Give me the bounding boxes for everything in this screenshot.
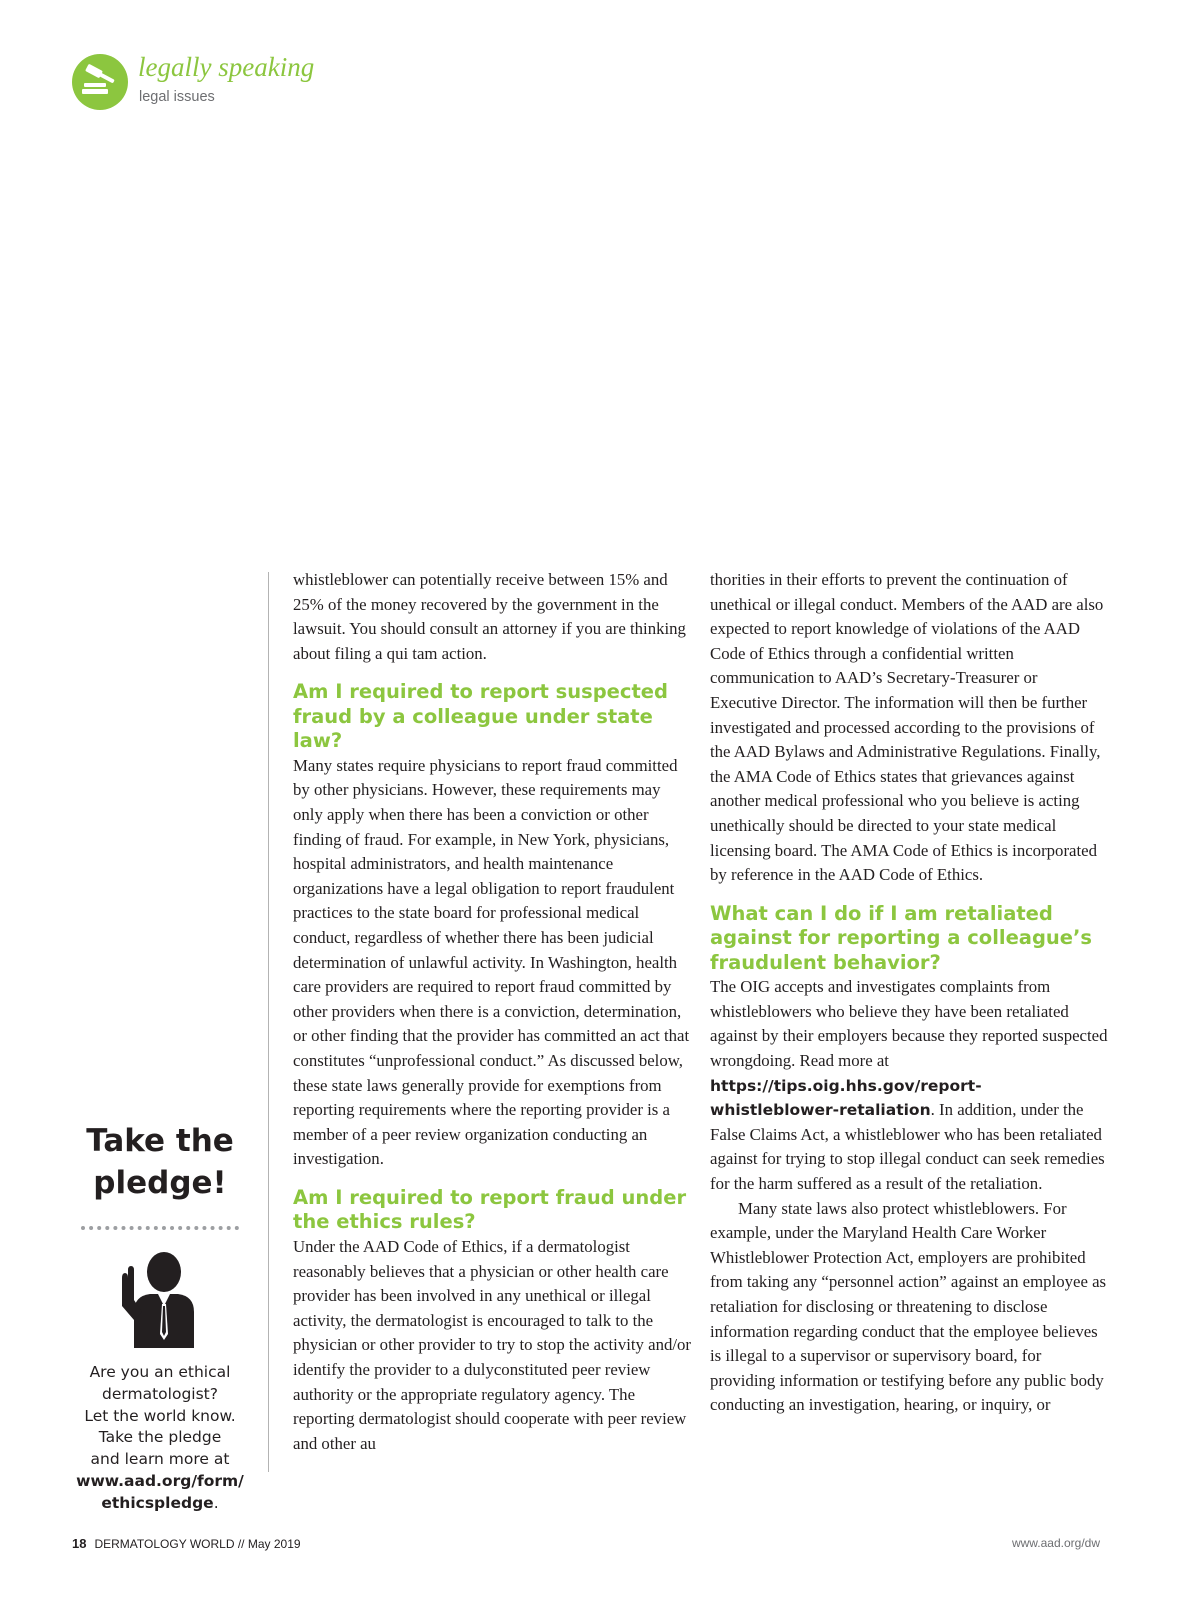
- pledge-title-line1: Take the: [86, 1123, 234, 1159]
- pledge-text-line: and learn more at: [90, 1450, 230, 1469]
- body-text: The OIG accepts and investigates complaints from whistleblowers who believe they have been retaliated against by their employers because they reported suspected wrongdoing. Read more at: [710, 977, 1108, 1070]
- section-title: legally speaking: [138, 52, 315, 82]
- pledge-sidebar: [72, 1120, 248, 1515]
- publication-name: DERMATOLOGY WORLD: [94, 1537, 235, 1551]
- section-heading: Am I required to report fraud under the ethics rules?: [293, 1185, 687, 1234]
- gavel-icon: [81, 63, 119, 101]
- pledge-text-line: Are you an ethical: [89, 1363, 231, 1381]
- pledge-text-line: Let the world know.: [84, 1406, 236, 1425]
- body-text: . In addition, under the False Claims Act, a whistleblower who has been retaliated against for trying to stop illegal conduct can seek remedies for the harm suffered as a result of the retaliation.: [710, 1100, 1105, 1193]
- body-paragraph: Many state laws also protect whistleblowers. For example, under the Maryland Health Care Worker Whistleblower Protection Act, employers are prohibited from taking any “personnel action” against an employee as retaliation for disclosing or threatening to disclose information regarding conduct that the employee believes is illegal to a supervisor or supervisory board, for providing information or testifying before any public body conducting an investigation, hearing, or inquiry, or: [710, 1198, 1107, 1415]
- pledge-url-period: .: [213, 1493, 219, 1512]
- section-header: [72, 52, 372, 112]
- footer-folio: [72, 1536, 301, 1551]
- pledge-text: [72, 1362, 248, 1515]
- section-subtitle: legal issues: [139, 89, 215, 105]
- footer-url[interactable]: www.aad.org/dw: [1011, 1536, 1100, 1550]
- pledge-url-line2-wrap: [72, 1493, 248, 1515]
- section-heading: What can I do if I am retaliated against for reporting a colleague’s fraudulent behavior?: [710, 901, 1093, 974]
- dotted-divider: [81, 1226, 239, 1230]
- page-number: 18: [72, 1536, 87, 1551]
- pledge-text-line: Take the pledge: [98, 1428, 222, 1447]
- pledge-title-line2: pledge!: [93, 1165, 227, 1201]
- body-paragraph: Under the AAD Code of Ethics, if a dermatologist reasonably believes that a physician or other health care provider has been involved in any unethical or illegal activity, the dermatologist is encouraged to talk to the physician or other provider to try to stop the activity and/or identify the provider to a dulyconstituted peer review authority or the appropriate regulatory agency. The reporting dermatologist should cooperate with peer review and other au: [293, 1236, 691, 1453]
- pledge-url-line1[interactable]: www.aad.org/form/: [76, 1471, 244, 1490]
- pledge-url-line2[interactable]: ethicspledge: [101, 1493, 214, 1512]
- raised-hand-person-icon: [112, 1248, 208, 1348]
- issue-date: // May 2019: [237, 1537, 301, 1551]
- body-paragraph: [710, 975, 1108, 1196]
- body-paragraph: Many states require physicians to report fraud committed by other physicians. However, these requirements may only apply when there has been a conviction or other finding of fraud. For example, in New York, physicians, hospital administrators, and health maintenance organizations have a legal obligation to report fraudulent practices to the state board for professional medical conduct, regardless of whether there has been judicial determination of unlawful activity. In Washington, health care providers are required to report fraud committed by other providers when there is a conviction, determination, or other finding that the provider has committed an act that constitutes “unprofessional conduct.” As discussed below, these state laws generally provide for exemptions from reporting requirements where the reporting provider is a member of a peer review organization conducting an investigation.: [293, 755, 690, 1169]
- article-column-2: [710, 568, 1108, 1418]
- column-rule: [268, 572, 269, 1472]
- retaliation-link[interactable]: https://tips.oig.hhs.gov/report-whistleblower-retaliation: [710, 1076, 982, 1120]
- section-logo: [72, 54, 128, 110]
- pledge-text-line: dermatologist?: [102, 1384, 218, 1403]
- body-paragraph: whistleblower can potentially receive between 15% and 25% of the money recovered by the government in the lawsuit. You should consult an attorney if you are thinking about filing a qui tam action.: [293, 570, 686, 663]
- pledge-title: [72, 1120, 248, 1204]
- section-heading: Am I required to report suspected fraud by a colleague under state law?: [293, 680, 668, 753]
- article-column-1: [293, 568, 691, 1456]
- body-paragraph: thorities in their efforts to prevent the continuation of unethical or illegal conduct. Members of the AAD are also expected to report knowledge of violations of the AAD Code of Ethics through a confidential written communication to AAD’s Secretary-Treasurer or Executive Director. The information will then be further investigated and processed according to the provisions of the AAD Bylaws and Administrative Regulations. Finally, the AMA Code of Ethics states that grievances against another medical professional who you believe is acting unethically should be directed to your state medical licensing board. The AMA Code of Ethics is incorporated by reference in the AAD Code of Ethics.: [710, 570, 1104, 885]
